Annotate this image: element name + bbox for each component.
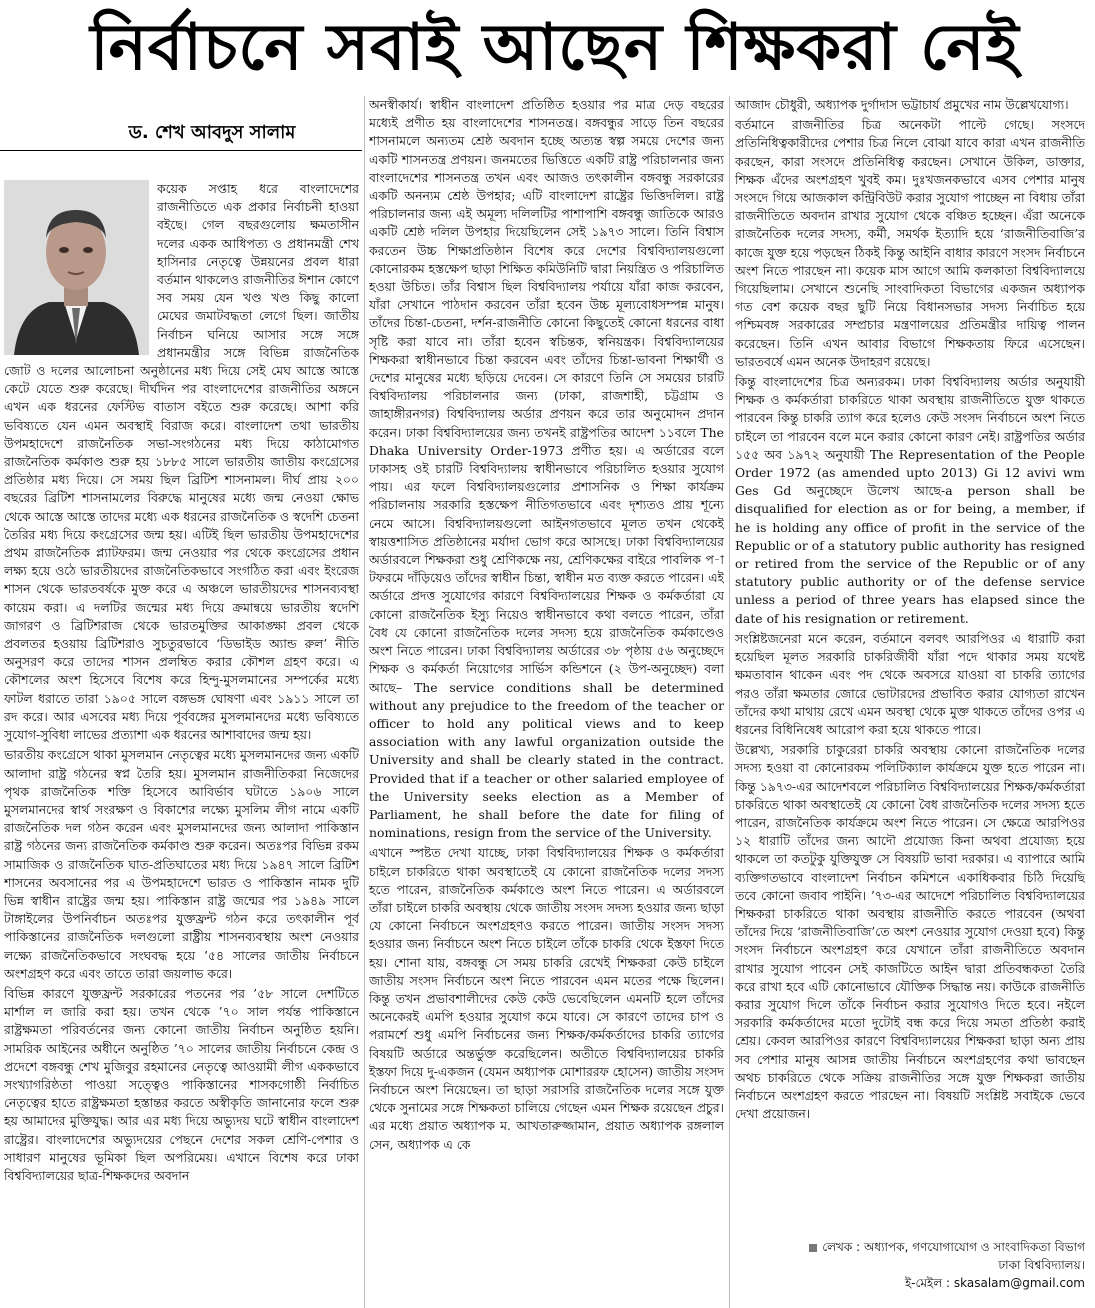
paragraph: বিভিন্ন কারণে যুক্তফ্রন্ট সরকারের পতনের পর ’৫৮ সালে দেশটিতে মার্শাল ল জারি করা হয়। তখন থেকে ’৭০ সাল পর্যন্ত পাকিস্তানে রাষ্ট্রক্ষমতা পরিবর্তনের জন্য কোনো জাতীয় নির্বাচন অনুষ্ঠিত হয়নি। সামরিক আইনের অধীনে অনুষ্ঠিত ’৭০ সালের জাতীয় নির্বাচনে কেন্দ্র ও প্রদেশে বঙ্গবন্ধু শেখ মুজিবুর রহমানের নেতৃত্বে আওয়ামী লীগ এককভাবে সংখ্যাগরিষ্ঠতা পাওয়া সত্ত্বেও পাকিস্তানের শাসকগোষ্ঠী নির্বাচিত নেতৃত্বের হাতে রাষ্ট্রক্ষমতা হস্তান্তর করতে অস্বীকৃতি জানানোর ফলে শুরু হয় আমাদের মুক্তিযুদ্ধ। আর এর মধ্য দিয়ে অভ্যুদয় ঘটে স্বাধীন বাংলাদেশ রাষ্ট্রের। বাংলাদেশের অভ্যুদয়ের পেছনে দেশের সকল শ্রেণি-পেশার ও সাধারণ মানুষের ভূমিকা ছিল অপরিমেয়। এখানে বিশেষ করে ঢাকা বিশ্ববিদ্যালয়ের ছাত্র-শিক্ষকদের অবদান [4, 985, 359, 1183]
paragraph: ভারতীয় কংগ্রেসে থাকা মুসলমান নেতৃত্বের মধ্যে মুসলমানদের জন্য একটি আলাদা রাষ্ট্র গঠনের স্বপ্ন তৈরি হয়। মুসলমান রাজনীতিকরা নিজেদের পৃথক রাজনৈতিক শক্তি হিসেবে আবির্ভাব ঘটাতে ১৯০৬ সালে মুসলমানদের স্বার্থ সংরক্ষণ ও বিকাশের লক্ষ্যে মুসলিম লীগ নামে একটি রাজনৈতিক দল গঠন করেন এবং মুসলমানদের জন্য আলাদা পাকিস্তান রাষ্ট্র গঠনের জন্য রাজনৈতিক কর্মকাণ্ড শুরু করেন। অতঃপর বিভিন্ন রকম সামাজিক ও রাজনৈতিক ঘাত-প্রতিঘাতের মধ্য দিয়ে ১৯৪৭ সালে ব্রিটিশ শাসনের অবসানের পর এ উপমহাদেশে ভারত ও পাকিস্তান নামক দুটি ভিন্ন স্বাধীন রাষ্ট্রের জন্ম হয়। পাকিস্তান রাষ্ট্র জন্মের পর ১৯৪৯ সালে টাঙ্গাইলের উপনির্বাচন অতঃপর যুক্তফ্রন্ট গঠন করে তৎকালীন পূর্ব পাকিস্তানের রাজনৈতিক দলগুলো রাষ্ট্রীয় শাসনব্যবস্থায় অংশ নেওয়ার লক্ষ্যে রাজনৈতিকভাবে সংঘবদ্ধ হয়ে ’৫৪ সালের জাতীয় নির্বাচনে অংশগ্রহণ করে এবং তাতে তারা জয়লাভ করে। [4, 747, 359, 981]
author-email: ই-মেইল : skasalam@gmail.com [904, 1276, 1085, 1290]
paragraph: কয়েক সপ্তাহ ধরে বাংলাদেশের রাজনীতিতে এক প্রকার নির্বাচনী হাওয়া বইছে। গেল বছরগুলোয় ক্ষমতাসীন দলের একক আধিপত্য ও প্রধানমন্ত্রী শেখ হাসিনার নেতৃত্বে উন্নয়নের প্রবল ধারা বর্তমান থাকলেও রাজনীতির ঈশান কোণে সব সময় যেন খণ্ড খণ্ড কিছু কালো মেঘের জমাটবদ্ধতা লেগে ছিল। জাতীয় নির্বাচন ঘনিয়ে আসার সঙ্গে সঙ্গে প্রধানমন্ত্রীর সঙ্গে বিভিন্ন রাজনৈতিক জোট ও দলের আলোচনা অনুষ্ঠানের মধ্য দিয়ে সেই মেঘ আস্তে আস্তে কেটে যেতে শুরু করেছে। দীর্ঘদিন পর বাংলাদেশের রাজনীতির অঙ্গনে এখন এক ধরনের ফেস্টিভ বাতাস বইতে শুরু করেছে। আশা করি ভবিষ্যতে যেন এমন অবস্থাই বিরাজ করে। বাংলাদেশ তথা ভারতীয় উপমহাদেশে রাজনৈতিক সভা-সংগঠনের মধ্য দিয়ে কাঠামোগত রাজনৈতিক কর্মকাণ্ড শুরু হয় ১৮৮৫ সালে ভারতীয় জাতীয় কংগ্রেসের প্রতিষ্ঠার মধ্য দিয়ে। সে সময় ছিল ব্রিটিশ শাসনামল। দীর্ঘ প্রায় ২০০ বছরের ব্রিটিশ শাসনামলের বিরুদ্ধে মানুষের মধ্যে জন্ম নেওয়া ক্ষোভ থেকে আস্তে আস্তে তাদের মধ্যে এক ধরনের রাজনৈতিক ও স্বদেশি চেতনা তৈরির মধ্য দিয়ে কংগ্রেসের জন্ম হয়। এটিই ছিল ভারতীয় উপমহাদেশের প্রথম রাজনৈতিক প্ল্যাটফরম। জন্ম নেওয়ার পর থেকে কংগ্রেসের প্রধান লক্ষ্য হয়ে ওঠে ভারতীয়দের রাজনৈতিকভাবে সংগঠিত করা এবং ইংরেজ শাসন থেকে ভারতবর্ষকে মুক্ত করে এ অঞ্চলে ভারতীয়দের শাসনব্যবস্থা কায়েম করা। এ দলটির জন্মের মধ্য দিয়ে ক্রমান্বয়ে ভারতীয় স্বদেশি জাগরণ ও ব্রিটিশরাজ থেকে ভারতমুক্তির আকাঙ্ক্ষা প্রবল থেকে প্রবলতর হওয়ায় ব্রিটিশরাও সুচতুরভাবে ‘ডিভাইড অ্যান্ড রুল’ নীতি অনুসরণ করে তাদের শাসন প্রলম্বিত করার কৌশল গ্রহণ করে। এ কৌশলের অংশ হিসেবে বিশেষ করে হিন্দু-মুসলমানের সম্পর্কের মধ্যে ফাটল ধরাতে তারা ১৯০৫ সালে বঙ্গভঙ্গ ঘোষণা এবং ১৯১১ সালে তা রদ করে। আর এসবের মধ্য দিয়ে পূর্ববঙ্গের মুসলমানদের মধ্যে ভবিষ্যতে সুযোগ-সুবিধা লাভের প্রত্যাশা এক ধরনের আশাবাদের জন্ম হয়। [4, 181, 359, 743]
column-divider-2 [729, 96, 730, 1308]
article-column-3 [735, 96, 1085, 1276]
paragraph: সংশ্লিষ্টজনেরা মনে করেন, বর্তমানে বলবৎ আরপিওর এ ধারাটি করা হয়েছিল মূলত সরকারি চাকরিজীবী যাঁরা পদে থাকার সময় যথেষ্ট ক্ষমতাবান থাকেন এবং পদ থেকে অবসরে যাওয়া বা চাকরি ত্যাগের পরও তাঁরা ক্ষমতার জোরে ভোটারদের প্রভাবিত করার যোগ্যতা রাখেন তাঁদের কথা মাথায় রেখে এমন অবস্থা থেকে মুক্ত থাকতে তাঁদের ওপর এ ধরনের বিধিনিষেধ আরোপ করা হয়ে থাকতে পারে। [735, 630, 1085, 737]
byline-rule [0, 150, 362, 151]
author-designation: লেখক : অধ্যাপক, গণযোগাযোগ ও সাংবাদিকতা বিভাগ [822, 1240, 1085, 1254]
author-signoff [735, 1238, 1085, 1292]
article-column-1 [4, 180, 359, 1305]
author-photo [4, 180, 149, 355]
author-institution: ঢাকা বিশ্ববিদ্যালয়। [998, 1258, 1085, 1272]
paragraph: অনস্বীকার্য। স্বাধীন বাংলাদেশ প্রতিষ্ঠিত হওয়ার পর মাত্র দেড় বছরের মধ্যেই প্রণীত হয় বাংলাদেশের শাসনতন্ত্র। বঙ্গবন্ধুর সাড়ে তিন বছরের শাসনামলে অন্যতম শ্রেষ্ঠ অবদান হচ্ছে অত্যন্ত স্বল্প সময়ে দেশের জন্য একটি শাসনতন্ত্র প্রণয়ন। জনমতের ভিত্তিতে একটি রাষ্ট্র পরিচালনার জন্য বাংলাদেশের শাসনতন্ত্র তখন এবং আজও তৎকালীন বঙ্গবন্ধু সরকারের একটি অনন্যম শ্রেষ্ঠ উপহার; এটি বাংলাদেশ রাষ্ট্রের ভিত্তিদলিল। রাষ্ট্র পরিচালনার জন্য এই অমূল্য দলিলটির পাশাপাশি বঙ্গবন্ধু জাতিকে আরও একটি শ্রেষ্ঠ দলিল উপহার দিয়েছিলেন সেই ১৯৭৩ সালে। তিনি বিশ্বাস করতেন উচ্চ শিক্ষাপ্রতিষ্ঠান বিশেষ করে দেশের বিশ্ববিদ্যালয়গুলো কোনোরকম হস্তক্ষেপ ছাড়া শিক্ষিত কমিউনিটি দ্বারা নিয়ন্ত্রিত ও পরিচালিত হওয়া উচিত। তাঁর বিশ্বাস ছিল বিশ্ববিদ্যালয় পর্যায়ে যাঁরা কাজ করবেন, যাঁরা সেখানে পাঠদান করবেন তাঁরা হবেন উচ্চ মূল্যবোধসম্পন্ন মানুষ। তাঁদের চিন্তা-চেতনা, দর্শন-রাজনীতি কোনো কিছুতেই কোনো ধরনের বাধা সৃষ্টি করা যাবে না। তাঁরা হবেন স্বচিন্তক, স্বনিয়ন্ত্রক। বিশ্ববিদ্যালয়ের শিক্ষকরা স্বাধীনভাবে চিন্তা করবেন এবং তাঁদের চিন্তা-ভাবনা শিক্ষার্থী ও দেশের মানুষের মধ্যে ছড়িয়ে দেবেন। সে কারণে তিনি সে সময়ের চারটি বিশ্ববিদ্যালয় পরিচালনার জন্য (ঢাকা, রাজশাহী, চট্টগ্রাম ও জাহাঙ্গীরনগর) বিশ্ববিদ্যালয় অর্ডার প্রণয়ন করে তার অনুমোদন প্রদান করেন। ঢাকা বিশ্ববিদ্যালয়ের জন্য তখনই রাষ্ট্রপতির আদেশ ১১বলে The Dhaka University Order-1973 প্রণীত হয়। এ অর্ডারের বলে ঢাকাসহ ওই চারটি বিশ্ববিদ্যালয় স্বাধীনভাবে পরিচালিত হওয়ার সুযোগ পায়। এর ফলে বিশ্ববিদ্যালয়গুলোর প্রশাসনিক ও শিক্ষা কার্যক্রম পরিচালনায় সরকারি হস্তক্ষেপ নীতিগতভাবে এবং দৃশ্যতও প্রায় শূন্যে নেমে আসে। বিশ্ববিদ্যালয়গুলো আইনগতভাবে মূলত তখন থেকেই স্বায়ত্তশাসিত প্রতিষ্ঠানের মর্যাদা ভোগ করে আসছে। ঢাকা বিশ্ববিদ্যালয়ের অর্ডারবলে শিক্ষকরা শুধু শ্রেণিকক্ষে নয়, শ্রেণিকক্ষের বাইরে পাবলিক প-াটফরমে দাঁড়িয়েও তাঁদের স্বাধীন চিন্তা, স্বাধীন মত ব্যক্ত করতে পারেন। এই অর্ডারে প্রদত্ত সুযোগের কারণে বিশ্ববিদ্যালয়ের শিক্ষক ও কর্মকর্তারা যে কোনো রাজনৈতিক ইস্যু নিয়েও স্বাধীনভাবে কথা বলতে পারেন, তাঁরা বৈধ যে কোনো রাজনৈতিক দলের সদস্য হয়ে রাজনৈতিক কর্মকাণ্ডেও অংশ নিতে পারেন। ঢাকা বিশ্ববিদ্যালয় অর্ডারের ৩৮ পৃষ্ঠায় ৫৬ অনুচ্ছেদে শিক্ষক ও কর্মকর্তা নিয়োগের সার্ভিস কন্ডিশনে (২ উপ-অনুচ্ছেদ) বলা আছে– The service conditions shall be determined without any prejudice to the freedom of the teacher or officer to hold any political views and to keep association with any lawful organization outside the University and shall be clearly stated in the contract. Provided that if a teacher or other salaried employee of the University seeks election as a Member of Parliament, he shall before the date for filing of nominations, resign from the service of the University. [369, 97, 724, 841]
column-divider-1 [364, 96, 365, 1308]
paragraph: বর্তমানে রাজনীতির চিত্র অনেকটা পাল্টে গেছে। সংসদে প্রতিনিধিত্বকারীদের পেশার চিত্র নিলে বোঝা যাবে কারা এখন রাজনীতি করছেন, কারা সংসদে প্রতিনিধিত্ব করছেন। সেখানে উকিল, ডাক্তার, শিক্ষক এঁদের অংশগ্রহণ খুবই কম। দুঃখজনকভাবে এসব পেশার মানুষ সংসদে গিয়ে আজকাল কন্ট্রিবিউট করার সুযোগ পাচ্ছেন না বিধায় তাঁরা রাজনীতিতে অবদান রাখার সুযোগ থেকে বঞ্চিত হচ্ছেন। এঁরা অনেকে রাজনৈতিক দলের সদস্য, কর্মী, সমর্থক ইত্যাদি হয়ে ‘রাজনীতিবাজি’র কাজে যুক্ত হয়ে পড়ছেন ঠিকই কিন্তু আইনি বাধার কারণে সংসদ নির্বাচনে অংশ নিতে পারছেন না। কয়েক মাস আগে আমি কলকাতা বিশ্ববিদ্যালয়ে গিয়েছিলাম। সেখানে শুনেছি সাংবাদিকতা বিভাগের একজন অধ্যাপক গত বেশ কয়েক বছর ছুটি নিয়ে বিধানসভার সদস্য নির্বাচিত হয়ে পশ্চিমবঙ্গ সরকারের সম্প্রচার মন্ত্রণালয়ের প্রতিমন্ত্রীর দায়িত্ব পালন করেছেন। তিনি এখন আবার বিভাগে শিক্ষকতায় ফিরে এসেছেন। ভারতবর্ষে এমন অনেক উদাহরণ রয়েছে। [735, 117, 1085, 369]
paragraph: এখানে স্পষ্টত দেখা যাচ্ছে, ঢাকা বিশ্ববিদ্যালয়ের শিক্ষক ও কর্মকর্তারা চাইলে চাকরিতে থাকা অবস্থাতেই যে কোনো রাজনৈতিক দলের সদস্য হতে পারেন, রাজনৈতিক কর্মকাণ্ডে অংশ নিতে পারেন। এ অর্ডারবলে তাঁরা চাইলে চাকরি অবস্থায় থেকে জাতীয় সংসদ সদস্য হওয়ার জন্য ছাড়া যে কোনো নির্বাচনে অংশগ্রহণও করতে পারেন। জাতীয় সংসদ সদস্য হওয়ার জন্য নির্বাচনে অংশ নিতে চাইলে তাঁকে চাকরি থেকে ইস্তফা দিতে হয়। শোনা যায়, বঙ্গবন্ধু সে সময় চাকরি রেখেই শিক্ষকরা কেউ চাইলে জাতীয় সংসদ নির্বাচনে অংশ নিতে পারবেন এমন মতের পক্ষে ছিলেন। কিন্তু তখন প্রভাবশালীদের কেউ কেউ ভেবেছিলেন এমনটি হলে তাঁদের অনেকেরই এমপি হওয়ার সুযোগ কমে যাবে। সে কারণে তাদের চাপ ও পরামর্শে শুধু এমপি নির্বাচনের জন্য শিক্ষক/কর্মকর্তাদের চাকরি ত্যাগের বিষয়টি অর্ডারে অন্তর্ভুক্ত করেছিলেন। অতীতে বিশ্ববিদ্যালয়ের চাকরি ইস্তফা দিয়ে দু-একজন (যেমন অধ্যাপক মোশাররফ হোসেন) জাতীয় সংসদ নির্বাচনে অংশ নিয়েছেন। তা ছাড়া সরাসরি রাজনৈতিক দলের সঙ্গে যুক্ত থেকে সুনামের সঙ্গে শিক্ষকতা চালিয়ে গেছেন এমন শিক্ষক রয়েছেন প্রচুর। এর মধ্যে প্রয়াত অধ্যাপক ম. আখতারুজ্জামান, প্রয়াত অধ্যাপক রঙ্গলাল সেন, অধ্যাপক এ কে [369, 845, 724, 1152]
headline: নির্বাচনে সবাই আছেন শিক্ষকরা নেই [90, 10, 1020, 85]
byline: ড. শেখ আবদুস সালাম [128, 122, 296, 143]
bullet-square-icon [809, 1244, 817, 1252]
paragraph: আজাদ চৌধুরী, অধ্যাপক দুর্গাদাস ভট্টাচার্য প্রমুখের নাম উল্লেখযোগ্য। [735, 97, 1069, 112]
paragraph: উল্লেখ্য, সরকারি চাকুরেরা চাকরি অবস্থায় কোনো রাজনৈতিক দলের সদস্য হওয়া বা কোনোরকম পলিটিক্যাল কার্যক্রমে যুক্ত হতে পারেন না। কিন্তু ১৯৭৩-এর আদেশবলে পরিচালিত বিশ্ববিদ্যালয়ের শিক্ষক/কর্মকর্তারা চাকরিতে থাকা অবস্থাতেই যে কোনো বৈধ রাজনৈতিক দলের সদস্য হতে পারেন, রাজনৈতিক কার্যক্রমে অংশ নিতে পারেন। সে ক্ষেত্রে আরপিওর ১২ ধারাটি তাঁদের জন্য আদৌ প্রযোজ্য কিনা অথবা প্রযোজ্য হয়ে থাকলে তা কতটুকু যুক্তিযুক্ত সে বিষয়টি ভাবা দরকার। এ ব্যাপারে আমি ব্যক্তিগতভাবে বাংলাদেশ নির্বাচন কমিশনে একাধিকবার চিঠি দিয়েছি তবে কোনো জবাব পাইনি। ’৭৩-এর আদেশে পরিচালিত বিশ্ববিদ্যালয়ের শিক্ষকরা চাকরিতে থাকা অবস্থায় রাজনীতি করতে পারবেন (অথবা তাঁদের দিয়ে ‘রাজনীতিবাজি’তে অংশ নেওয়ার সুযোগ দেওয়া হবে) কিন্তু সংসদ নির্বাচনে অংশগ্রহণ করে যেখানে তাঁরা রাজনীতিতে অবদান রাখার সুযোগ পাবেন সেই কাজটিতে আইন দ্বারা প্রতিবন্ধকতা তৈরি করে রাখা হবে এটি কোনোভাবে যৌক্তিক সিদ্ধান্ত নয়। কাউকে রাজনীতি করার সুযোগ দিলে তাঁকে নির্বাচন করার সুযোগও দিতে হবে। নইলে সরকারি কর্মকর্তাদের মতো দুটোই বন্ধ করে দিয়ে সমতা প্রতিষ্ঠা করাই শ্রেয়। কেবল আরপিওর কারণে বিশ্ববিদ্যালয়ের শিক্ষকরা ছাড়া অন্য প্রায় সব পেশার মানুষ আসন্ন জাতীয় নির্বাচনে অংশগ্রহণের কথা ভাবছেন অথচ চাকরিতে থেকে সক্রিয় রাজনীতির সঙ্গে যুক্ত শিক্ষকরা জাতীয় নির্বাচনে অংশগ্রহণ করতে পারছেন না। বিষয়টি সংশ্লিষ্ট সবাইকে ভেবে দেখা প্রয়োজন। [735, 742, 1085, 1122]
paragraph: কিন্তু বাংলাদেশের চিত্র অন্যরকম। ঢাকা বিশ্ববিদ্যালয় অর্ডার অনুযায়ী শিক্ষক ও কর্মকর্তারা চাকরিতে থাকা অবস্থায় রাজনীতিতে যুক্ত থাকতে পারবেন কিন্তু চাকরি ত্যাগ করে হলেও কেউ সংসদ নির্বাচনে অংশ নিতে চাইলে তা পারবেন বলে মনে করার কোনো কারণ নেই। রাষ্ট্রপতির অর্ডার ১৫৫ অব ১৯৭২ অনুযায়ী The Representation of the People Order 1972 (as amended upto 2013) Gi 12 avivi wm Ges Gd অনুচ্ছেদে উলেখ আছে-a person shall be disqualified for election as or for being, a member, if he is holding any office of profit in the service of the Republic or of a statutory public authority has resigned or retired from the service of the Republic or of any statutory public authority or of the defense service unless a period of three years has elapsed since the date of his resignation or retirement. [735, 374, 1085, 626]
article-column-2 [369, 96, 724, 1306]
